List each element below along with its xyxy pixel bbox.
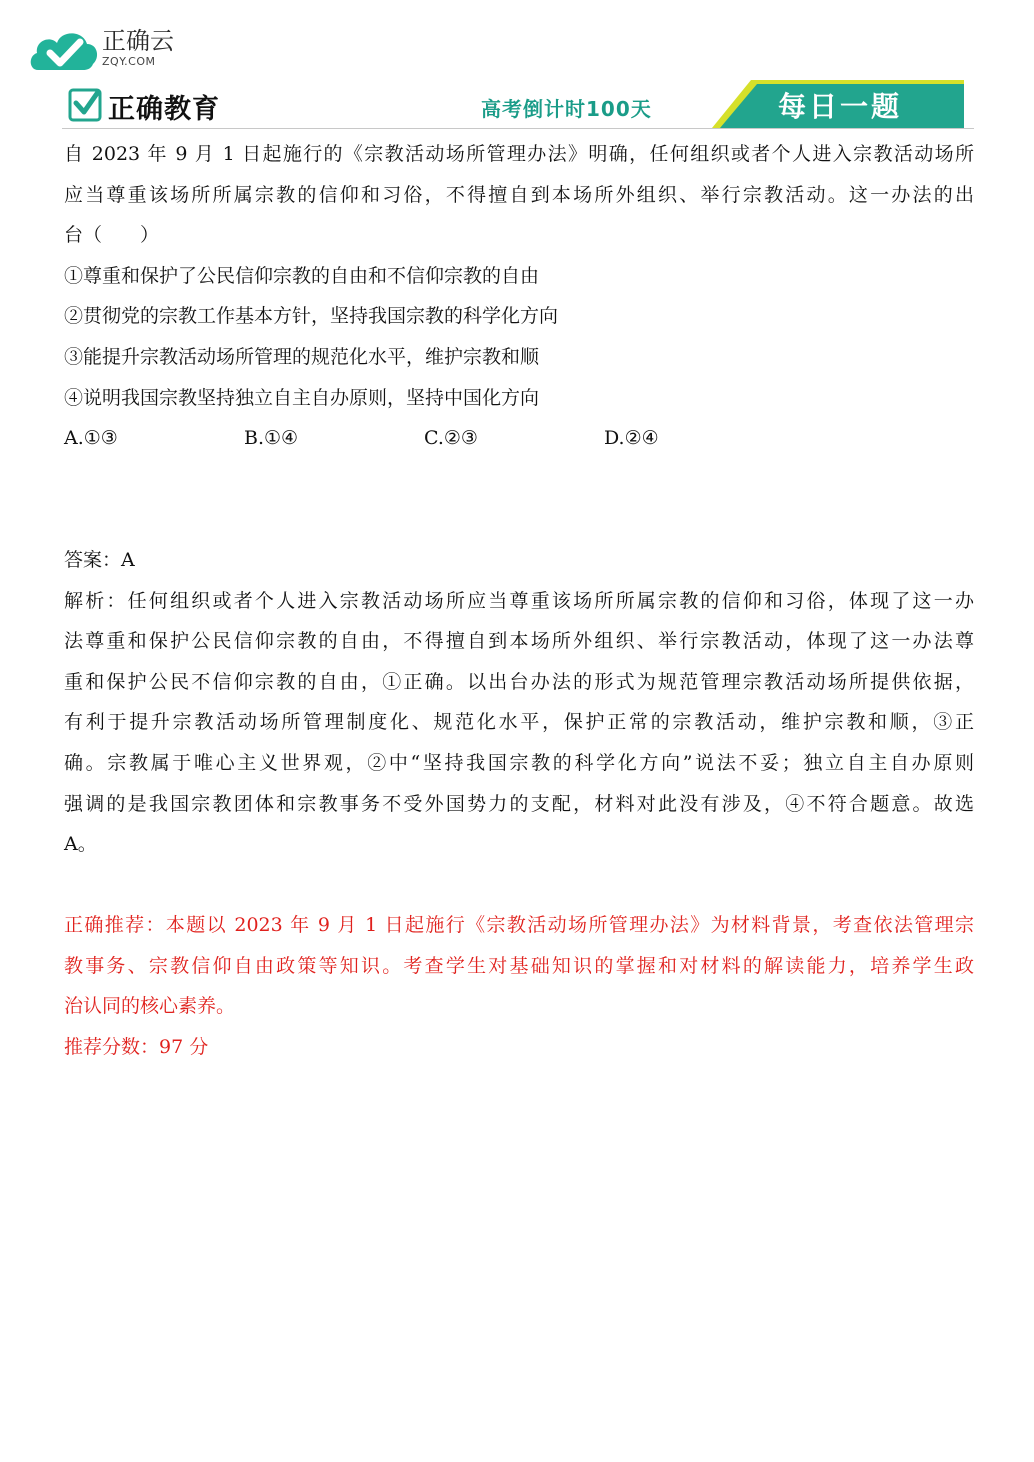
analysis-line: 强调的是我国宗教团体和宗教事务不受外国势力的支配，材料对此没有涉及，④不符合题意。故选 bbox=[64, 792, 974, 815]
logo-domain: ZQY.COM bbox=[102, 55, 156, 68]
recommend-line: 教事务、宗教信仰自由政策等知识。考查学生对基础知识的掌握和对材料的解读能力，培养学生政 bbox=[64, 954, 974, 977]
option-a: A.①③ bbox=[64, 427, 118, 450]
daily-question-badge: 每日一题 bbox=[778, 90, 903, 123]
analysis-line: 法尊重和保护公民信仰宗教的自由，不得擅自到本场所外组织、举行宗教活动，体现了这一办法尊 bbox=[64, 630, 974, 653]
analysis-line: 确。宗教属于唯心主义世界观，②中“坚持我国宗教的科学化方向”说法不妥；独立自主自办原则 bbox=[64, 751, 974, 774]
question-stem-line: 应当尊重该场所所属宗教的信仰和习俗，不得擅自到本场所外组织、举行宗教活动。这一办法的出 bbox=[64, 183, 974, 206]
recommend-line: 正确推荐：本题以 2023 年 9 月 1 日起施行《宗教活动场所管理办法》为材料背景，考查依法管理宗 bbox=[64, 914, 974, 937]
analysis-line: 重和保护公民不信仰宗教的自由，①正确。以出台办法的形式为规范管理宗教活动场所提供依据， bbox=[64, 670, 974, 693]
analysis-line: 解析：任何组织或者个人进入宗教活动场所应当尊重该场所所属宗教的信仰和习俗，体现了这一办 bbox=[64, 589, 974, 612]
analysis-line: 有利于提升宗教活动场所管理制度化、规范化水平，保护正常的宗教活动，维护宗教和顺，③正 bbox=[64, 711, 974, 734]
statement-item: ④说明我国宗教坚持独立自主自办原则，坚持中国化方向 bbox=[64, 386, 540, 409]
brand-title: 正确教育 bbox=[108, 94, 220, 125]
recommend-score: 推荐分数：97 分 bbox=[64, 1036, 209, 1059]
header-divider bbox=[62, 128, 974, 129]
logo-text bbox=[102, 28, 174, 69]
question-content bbox=[64, 134, 974, 1068]
option-c: C.②③ bbox=[424, 427, 478, 450]
option-d: D.②④ bbox=[604, 427, 659, 450]
statement-item: ①尊重和保护了公民信仰宗教的自由和不信仰宗教的自由 bbox=[64, 264, 540, 287]
statement-item: ③能提升宗教活动场所管理的规范化水平，维护宗教和顺 bbox=[64, 345, 540, 368]
answer-line: 答案：A bbox=[64, 548, 135, 571]
statement-item: ②贯彻党的宗教工作基本方针，坚持我国宗教的科学化方向 bbox=[64, 305, 559, 328]
answer-options bbox=[64, 418, 974, 459]
recommend-line: 治认同的核心素养。 bbox=[64, 995, 236, 1018]
logo-name: 正确云 bbox=[102, 27, 174, 55]
analysis-line: A。 bbox=[64, 833, 97, 856]
question-stem-line: 台（ ） bbox=[64, 224, 160, 247]
question-stem-line: 自 2023 年 9 月 1 日起施行的《宗教活动场所管理办法》明确，任何组织或者个人进入宗教活动场所 bbox=[64, 143, 974, 165]
option-b: B.①④ bbox=[244, 427, 299, 450]
countdown-text: 高考倒计时100天 bbox=[481, 97, 652, 121]
